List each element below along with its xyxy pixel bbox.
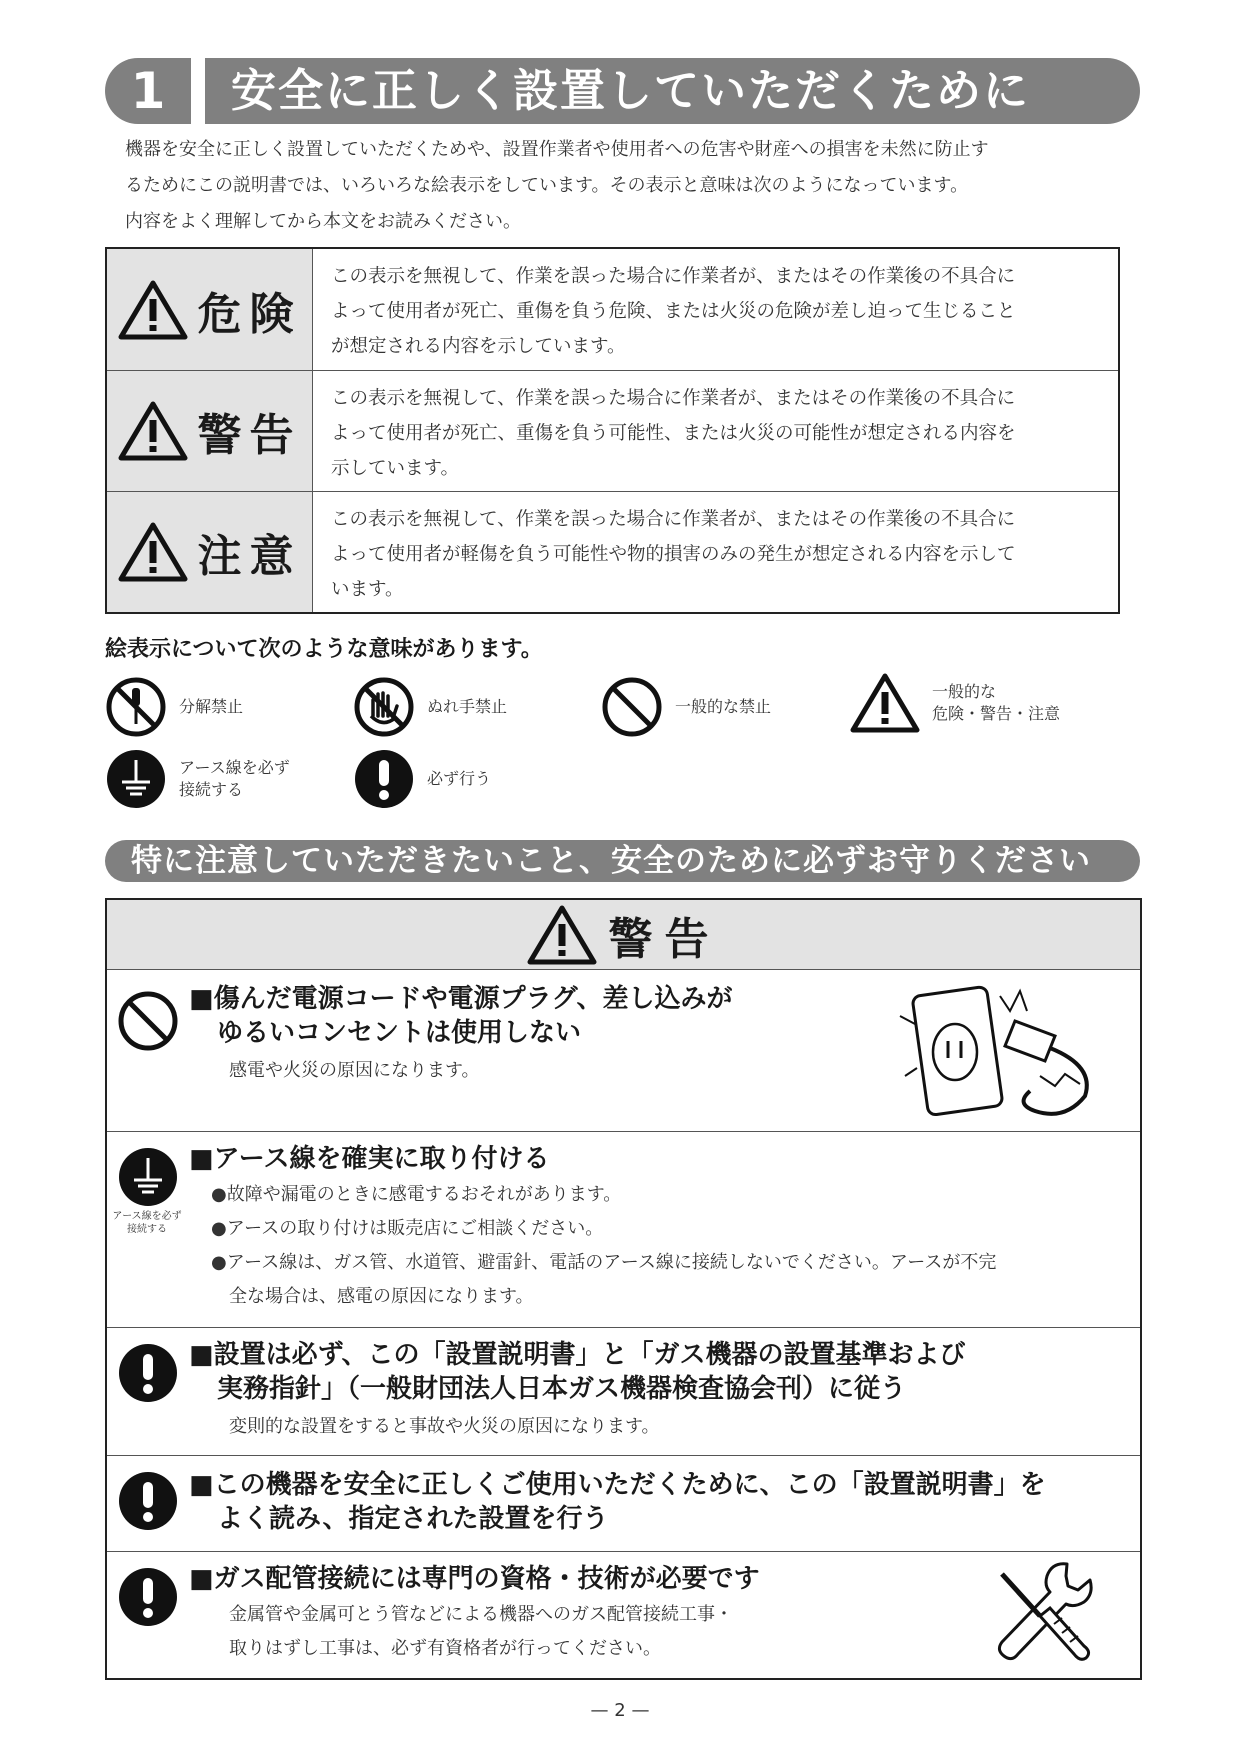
ground-icon-caption: [107, 1210, 187, 1236]
pictogram-disassembly: [105, 676, 243, 738]
warning-triangle-icon: [527, 904, 597, 966]
item-title: ■アース線を確実に取り付ける: [189, 1144, 550, 1174]
signal-word: 注意: [197, 531, 302, 582]
pictogram-label: ぬれ手禁止: [427, 697, 508, 716]
item-note: 感電や火災の原因になります。: [229, 1060, 480, 1081]
pictogram-general-prohibit: [601, 676, 771, 738]
caption-line: 接続する: [127, 1224, 167, 1235]
section-title: 安全に正しく設置していただくために: [205, 58, 1140, 124]
description-line: が想定される内容を示しています。: [331, 336, 626, 357]
label-line: 危険・警告・注意: [932, 704, 1061, 723]
signal-word: 危険: [197, 288, 302, 340]
item-title: よく読み、指定された設置を行う: [217, 1504, 609, 1534]
ground-icon: [105, 748, 167, 810]
item-title: ■ガス配管接続には専門の資格・技術が必要です: [189, 1564, 760, 1594]
pictogram-ground: [105, 748, 290, 810]
description-line: この表示を無視して、作業を誤った場合に作業者が、またはその作業後の不具合に: [331, 266, 1016, 287]
item-note: 変則的な設置をすると事故や火災の原因になります。: [229, 1416, 660, 1437]
warning-triangle-icon: [118, 400, 188, 462]
pictogram-label: 必ず行う: [427, 769, 492, 788]
label-line: 一般的な: [932, 682, 997, 701]
description-line: よって使用者が死亡、重傷を負う危険、または火災の危険が差し迫って生じること: [331, 301, 1016, 322]
warning-header: [107, 900, 1140, 970]
prohibition-icon: [601, 676, 663, 738]
mandatory-action-icon: [117, 1470, 179, 1532]
item-bullet: ●アース線は、ガス管、水道管、避雷針、電話のアース線に接続しないでください。アースが不完: [211, 1252, 997, 1273]
description-line: この表示を無視して、作業を誤った場合に作業者が、またはその作業後の不具合に: [331, 509, 1016, 530]
item-bullet: ●アースの取り付けは販売店にご相談ください。: [211, 1218, 604, 1239]
intro-text: [125, 132, 1125, 240]
warning-item-gas-piping: [107, 1552, 1140, 1678]
warning-item-power-cord: [107, 970, 1140, 1132]
prohibition-icon: [117, 990, 179, 1052]
section-number: 1: [105, 58, 191, 124]
warning-triangle-icon: [118, 279, 188, 341]
mandatory-action-icon: [353, 748, 415, 810]
ground-icon: [117, 1146, 179, 1208]
signal-label: [107, 492, 313, 612]
intro-line: 機器を安全に正しく設置していただくためや、設置作業者や使用者への危害や財産への損害を未然に防止す: [125, 139, 989, 160]
mandatory-action-icon: [117, 1342, 179, 1404]
signal-label: [107, 249, 313, 370]
pictogram-must-do: [353, 748, 491, 810]
signal-row-warning: [107, 370, 1118, 491]
warning-box: [105, 898, 1142, 1680]
item-note: 金属管や金属可とう管などによる機器へのガス配管接続工事・: [229, 1604, 733, 1625]
mandatory-action-icon: [117, 1566, 179, 1628]
signal-description: [313, 492, 1118, 612]
pictogram-label: 分解禁止: [179, 697, 244, 716]
pictogram-wet-hands: [353, 676, 507, 738]
signal-row-danger: [107, 249, 1118, 370]
pictogram-label: [932, 681, 1060, 725]
pictogram-heading: 絵表示について次のような意味があります。: [105, 637, 543, 662]
no-wet-hands-icon: [353, 676, 415, 738]
item-note: 取りはずし工事は、必ず有資格者が行ってください。: [229, 1638, 661, 1659]
signal-word: 警告: [197, 410, 302, 461]
warning-item-ground-wire: [107, 1132, 1140, 1328]
outlet-plug-icon: [895, 976, 1115, 1126]
warning-word: 警告: [608, 913, 721, 965]
wrench-screwdriver-icon: [982, 1554, 1102, 1674]
signal-description: [313, 249, 1118, 370]
label-line: アース線を必ず: [179, 758, 290, 777]
item-bullet-continued: 全な場合は、感電の原因になります。: [229, 1286, 534, 1307]
pictogram-legend: [105, 676, 1120, 816]
intro-line: るためにこの説明書では、いろいろな絵表示をしています。その表示と意味は次のようになっています。: [125, 175, 969, 196]
item-title: ■傷んだ電源コードや電源プラグ、差し込みが: [189, 984, 733, 1014]
warning-triangle-icon: [118, 521, 188, 583]
warning-item-install-manual: [107, 1328, 1140, 1456]
item-title: ゆるいコンセントは使用しない: [217, 1018, 582, 1048]
description-line: この表示を無視して、作業を誤った場合に作業者が、またはその作業後の不具合に: [331, 388, 1016, 409]
signal-word-table: [105, 247, 1120, 614]
description-line: 示しています。: [331, 458, 460, 479]
no-disassembly-icon: [105, 676, 167, 738]
warning-item-read-manual: [107, 1456, 1140, 1552]
pictogram-general-warning: [850, 672, 1060, 734]
description-line: います。: [331, 579, 404, 600]
item-title: ■この機器を安全に正しくご使用いただくために、この「設置説明書」を: [189, 1470, 1046, 1500]
description-line: よって使用者が死亡、重傷を負う可能性、または火災の可能性が想定される内容を: [331, 423, 1016, 444]
signal-row-caution: [107, 491, 1118, 612]
signal-label: [107, 371, 313, 491]
intro-line: 内容をよく理解してから本文をお読みください。: [125, 211, 521, 232]
page-number: — 2 —: [590, 1700, 650, 1721]
pictogram-label: 一般的な禁止: [675, 697, 772, 716]
section-banner: 特に注意していただきたいこと、安全のために必ずお守りください: [105, 840, 1140, 882]
caption-line: アース線を必ず: [112, 1211, 182, 1222]
signal-description: [313, 371, 1118, 491]
pictogram-label: [179, 757, 290, 801]
description-line: よって使用者が軽傷を負う可能性や物的損害のみの発生が想定される内容を示して: [331, 544, 1016, 565]
label-line: 接続する: [179, 780, 244, 799]
item-title: ■設置は必ず、この「設置説明書」と「ガス機器の設置基準および: [189, 1340, 966, 1370]
item-bullet: ●故障や漏電のときに感電するおそれがあります。: [211, 1184, 622, 1205]
warning-triangle-icon: [850, 672, 920, 734]
section-header: [105, 58, 1140, 124]
item-title: 実務指針」（一般財団法人日本ガス機器検査協会刊）に従う: [217, 1374, 907, 1404]
